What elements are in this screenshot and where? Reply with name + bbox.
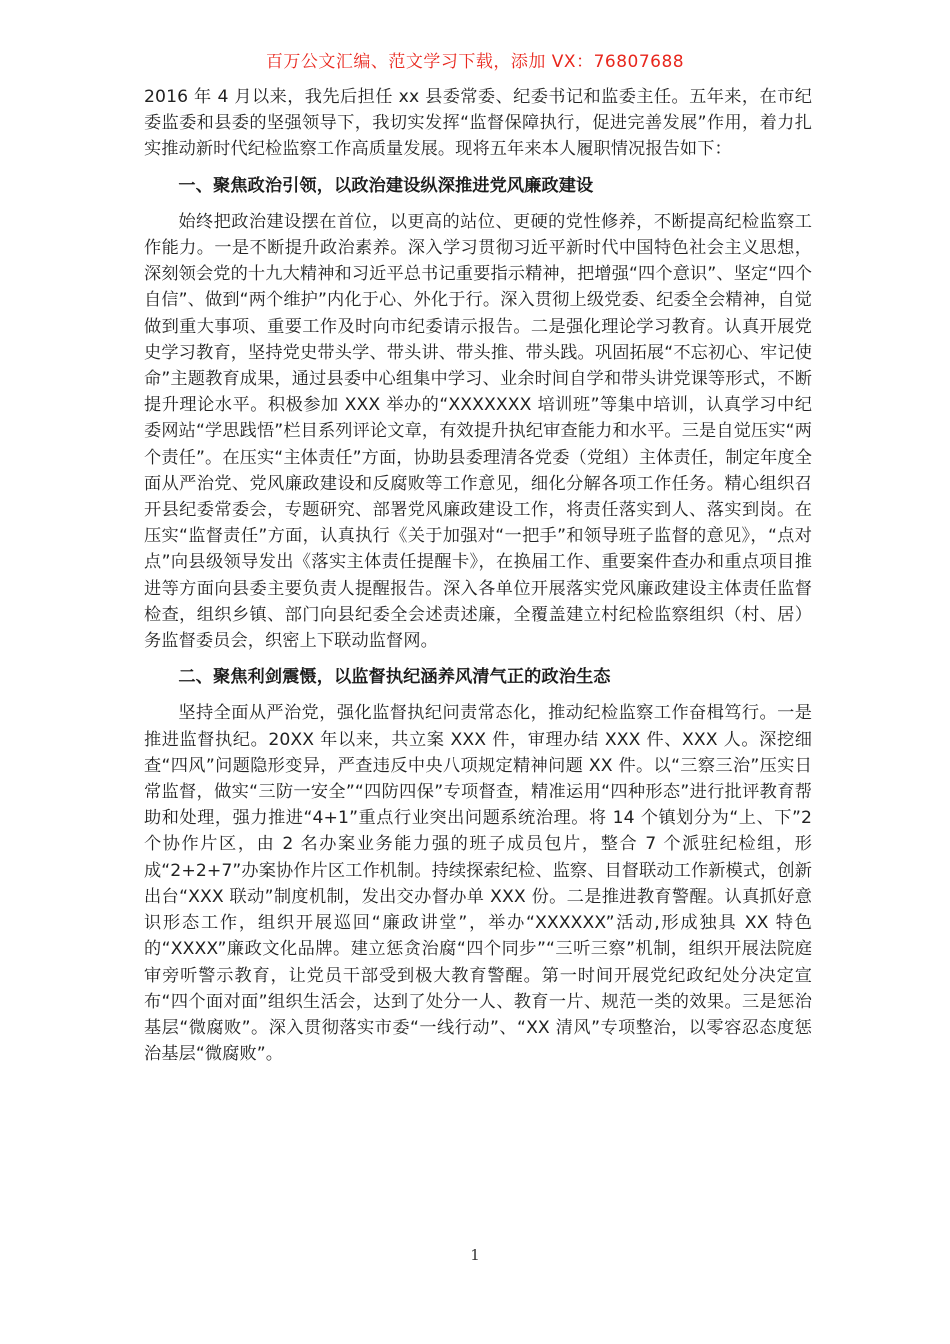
intro-paragraph: 2016 年 4 月以来，我先后担任 xx 县委常委、纪委书记和监委主任。五年来，在市纪委监委和县委的坚强领导下，我切实发挥“监督保障执行，促进完善发展”作用，着力扎实推动新时代纪检监察工作高质量发展。现将五年来本人履职情况报告如下： xyxy=(144,87,812,160)
section-2-heading: 二、聚焦利剑震慑，以监督执纪涵养风清气正的政治生态 xyxy=(178,667,611,688)
section-2-paragraph: 坚持全面从严治党，强化监督执纪问责常态化，推动纪检监察工作奋楫笃行。一是推进监督执纪。20XX 年以来，共立案 XXX 件，审理办结 XXX 件、XXX 人。深挖细查“四风”问题隐形变异，严查违反中央八项规定精神问题 XX 件。以“三察三治”压实日常监督，做实“三防一安全”“四防四保”专项督查，精准运用“四种形态”进行批评教育帮助和处理，强力推进“4+1”重点行业突出问题系统治理。将 14 个镇划分为“上、下”2 个协作片区，由 2 名办案业务能力强的班子成员包片，整合 7 个派驻纪检组，形成“2+2+7”办案协作片区工作机制。持续探索纪检、监察、目督联动工作新模式，创新出台“XXX 联动”制度机制，发出交办督办单 XXX 份。二是推进教育警醒。认真抓好意识形态工作，组织开展巡回“廉政讲堂”，举办“XXXXXX”活动,形成独具 XX 特色的“XXXX”廉政文化品牌。建立惩贪治腐“四个同步”“三听三察”机制，组织开展法院庭审旁听警示教育，让党员干部受到极大教育警醒。第一时间开展党纪政纪处分决定宣布“四个面对面”组织生活会，达到了处分一人、教育一片、规范一类的效果。三是惩治基层“微腐败”。深入贯彻落实市委“一线行动”、“XX 清风”专项整治，以零容忍态度惩治基层“微腐败”。 xyxy=(144,703,812,1065)
section-1-paragraph: 始终把政治建设摆在首位，以更高的站位、更硬的党性修养，不断提高纪检监察工作能力。一是不断提升政治素养。深入学习贯彻习近平新时代中国特色社会主义思想，深刻领会党的十九大精神和习近平总书记重要指示精神，把增强“四个意识”、坚定“四个自信”、做到“两个维护”内化于心、外化于行。深入贯彻上级党委、纪委全会精神，自觉做到重大事项、重要工作及时向市纪委请示报告。二是强化理论学习教育。认真开展党史学习教育，坚持党史带头学、带头讲、带头推、带头践。巩固拓展“不忘初心、牢记使命”主题教育成果，通过县委中心组集中学习、业余时间自学和带头讲党课等形式，不断提升理论水平。积极参加 XXX 举办的“XXXXXXX 培训班”等集中培训，认真学习中纪委网站“学思践悟”栏目系列评论文章，有效提升执纪审查能力和水平。三是自觉压实“两个责任”。在压实“主体责任”方面，协助县委理清各党委（党组）主体责任，制定年度全面从严治党、党风廉政建设和反腐败等工作意见，细化分解各项工作任务。精心组织召开县纪委常委会，专题研究、部署党风廉政建设工作，将责任落实到人、落实到岗。在压实“监督责任”方面，认真执行《关于加强对“一把手”和领导班子监督的意见》，“点对点”向县级领导发出《落实主体责任提醒卡》，在换届工作、重要案件查办和重点项目推进等方面向县委主要负责人提醒报告。深入各单位开展落实党风廉政建设主体责任监督检查，组织乡镇、部门向县纪委全会述责述廉，全覆盖建立村纪检监察组织（村、居）务监督委员会，织密上下联动监督网。 xyxy=(144,211,812,652)
document-body xyxy=(144,84,812,1067)
page-number: 1 xyxy=(470,1246,480,1264)
section-1-heading: 一、聚焦政治引领，以政治建设纵深推进党风廉政建设 xyxy=(178,175,594,196)
header-banner: 百万公文汇编、范文学习下载，添加 VX：76807688 xyxy=(265,52,685,72)
